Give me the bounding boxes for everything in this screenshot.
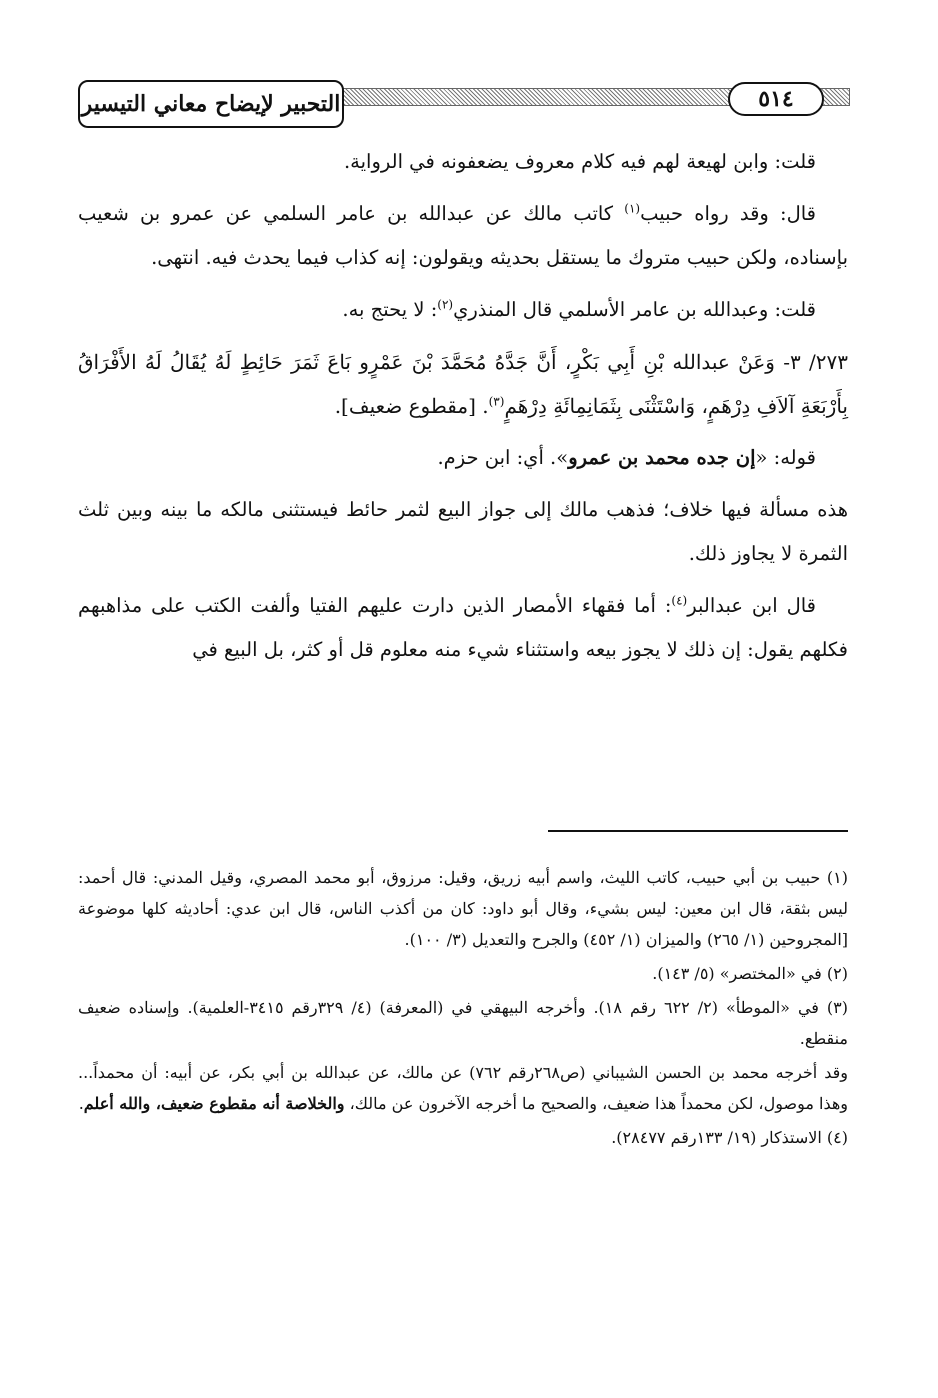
page-number: ٥١٤: [728, 82, 824, 116]
footnote-ref: (٣): [488, 394, 505, 409]
footnote-ref: (١): [624, 201, 641, 216]
footnotes: [78, 862, 848, 1156]
footnote: (١) حبيب بن أبي حبيب، كاتب الليث، واسم أبيه زريق، وقيل: مرزوق، أبو محمد المصري، وقيل المدني: قال أحمد: ليس بثقة، قال ابن معين: ليس بشيء، وقال أبو داود: كان من أكذب الناس، قال ابن عدي: أحاديثه كلها موضوعة [المجروحين (١/ ٢٦٥) والميزان (١/ ٤٥٢) والجرح والتعديل (٣/ ١٠٠).: [78, 868, 849, 949]
footnote-ref: (٢): [437, 297, 454, 312]
book-title: التحبير لإيضاح معاني التيسير: [78, 80, 344, 128]
paragraph: قلت: وابن لهيعة لهم فيه كلام معروف يضعفونه في الرواية.: [343, 150, 816, 173]
paragraph: قال: وقد رواه حبيب$^{(١)}$ كاتب مالك عن عبدالله بن عامر السلمي عن عمرو بن شعيب بإسناده، ولكن حبيب متروك ما يستقل بحديثه ويقولون: إنه كذاب فيما يحدث فيه. انتهى.: [78, 201, 848, 269]
paragraph: هذه مسألة فيها خلاف؛ فذهب مالك إلى جواز البيع لثمر حائط فيستثنى مالكه ما بينه وبين ثلث الثمرة لا يجاوز ذلك.: [78, 498, 848, 565]
footnote-ref: (٤): [671, 593, 688, 608]
running-header: [78, 80, 848, 136]
paragraph: قلت: وعبدالله بن عامر الأسلمي قال المنذري$^{(٢)}$: لا يحتج به.: [342, 297, 816, 321]
footnote: (٢) في «المختصر» (٥/ ١٤٣).: [652, 964, 848, 983]
paragraph: قوله: «إن جده محمد بن عمرو». أي: ابن حزم.: [437, 446, 816, 469]
footnote-separator: [548, 830, 848, 832]
paragraph: قال ابن عبدالبر$^{(٤)}$: أما فقهاء الأمصار الذين دارت عليهم الفتيا وألفت الكتب على مذاهبهم فكلهم يقول: إن ذلك لا يجوز بيعه واستثناء شيء منه معلوم قل أو كثر، بل البيع في: [78, 593, 848, 661]
footnote: (٤) الاستذكار (١٩/ ١٣٣رقم ٢٨٤٧٧).: [611, 1128, 848, 1147]
footnote: وقد أخرجه محمد بن الحسن الشيباني (ص٢٦٨رقم ٧٦٢) عن مالك، عن عبدالله بن أبي بكر، عن أبيه: أن محمداً... وهذا موصول، لكن محمداً هذا ضعيف، والصحيح ما أخرجه الآخرون عن مالك، والخلاصة أنه مقطوع ضعيف، والله أعلم.: [78, 1063, 848, 1113]
main-text: [78, 140, 848, 680]
hadith-text: ٢٧٣/ ٣- وَعَنْ عبدالله بْنِ أَبِي بَكْرٍ، أَنَّ جَدَّهُ مُحَمَّدَ بْنَ عَمْرٍو بَاعَ ثَمَرَ حَائِطٍ لَهُ يُقَالُ لَهُ الأَفْرَاقُ بِأَرْبَعَةِ آلاَفِ دِرْهَمٍ، وَاسْتَثْنَى بِثَمَانِمِائَةِ دِرْهَمٍ$^{(٣)}$. [مقطوع ضعيف].: [78, 350, 848, 418]
quoted-phrase: إن جده محمد بن عمرو: [568, 446, 756, 469]
footnote: (٣) في «الموطأ» (٢/ ٦٢٢ رقم ١٨). وأخرجه البيهقي في (المعرفة) (٤/ ٣٢٩رقم ٣٤١٥-العلمية). وإسناده ضعيف منقطع.: [78, 998, 849, 1048]
